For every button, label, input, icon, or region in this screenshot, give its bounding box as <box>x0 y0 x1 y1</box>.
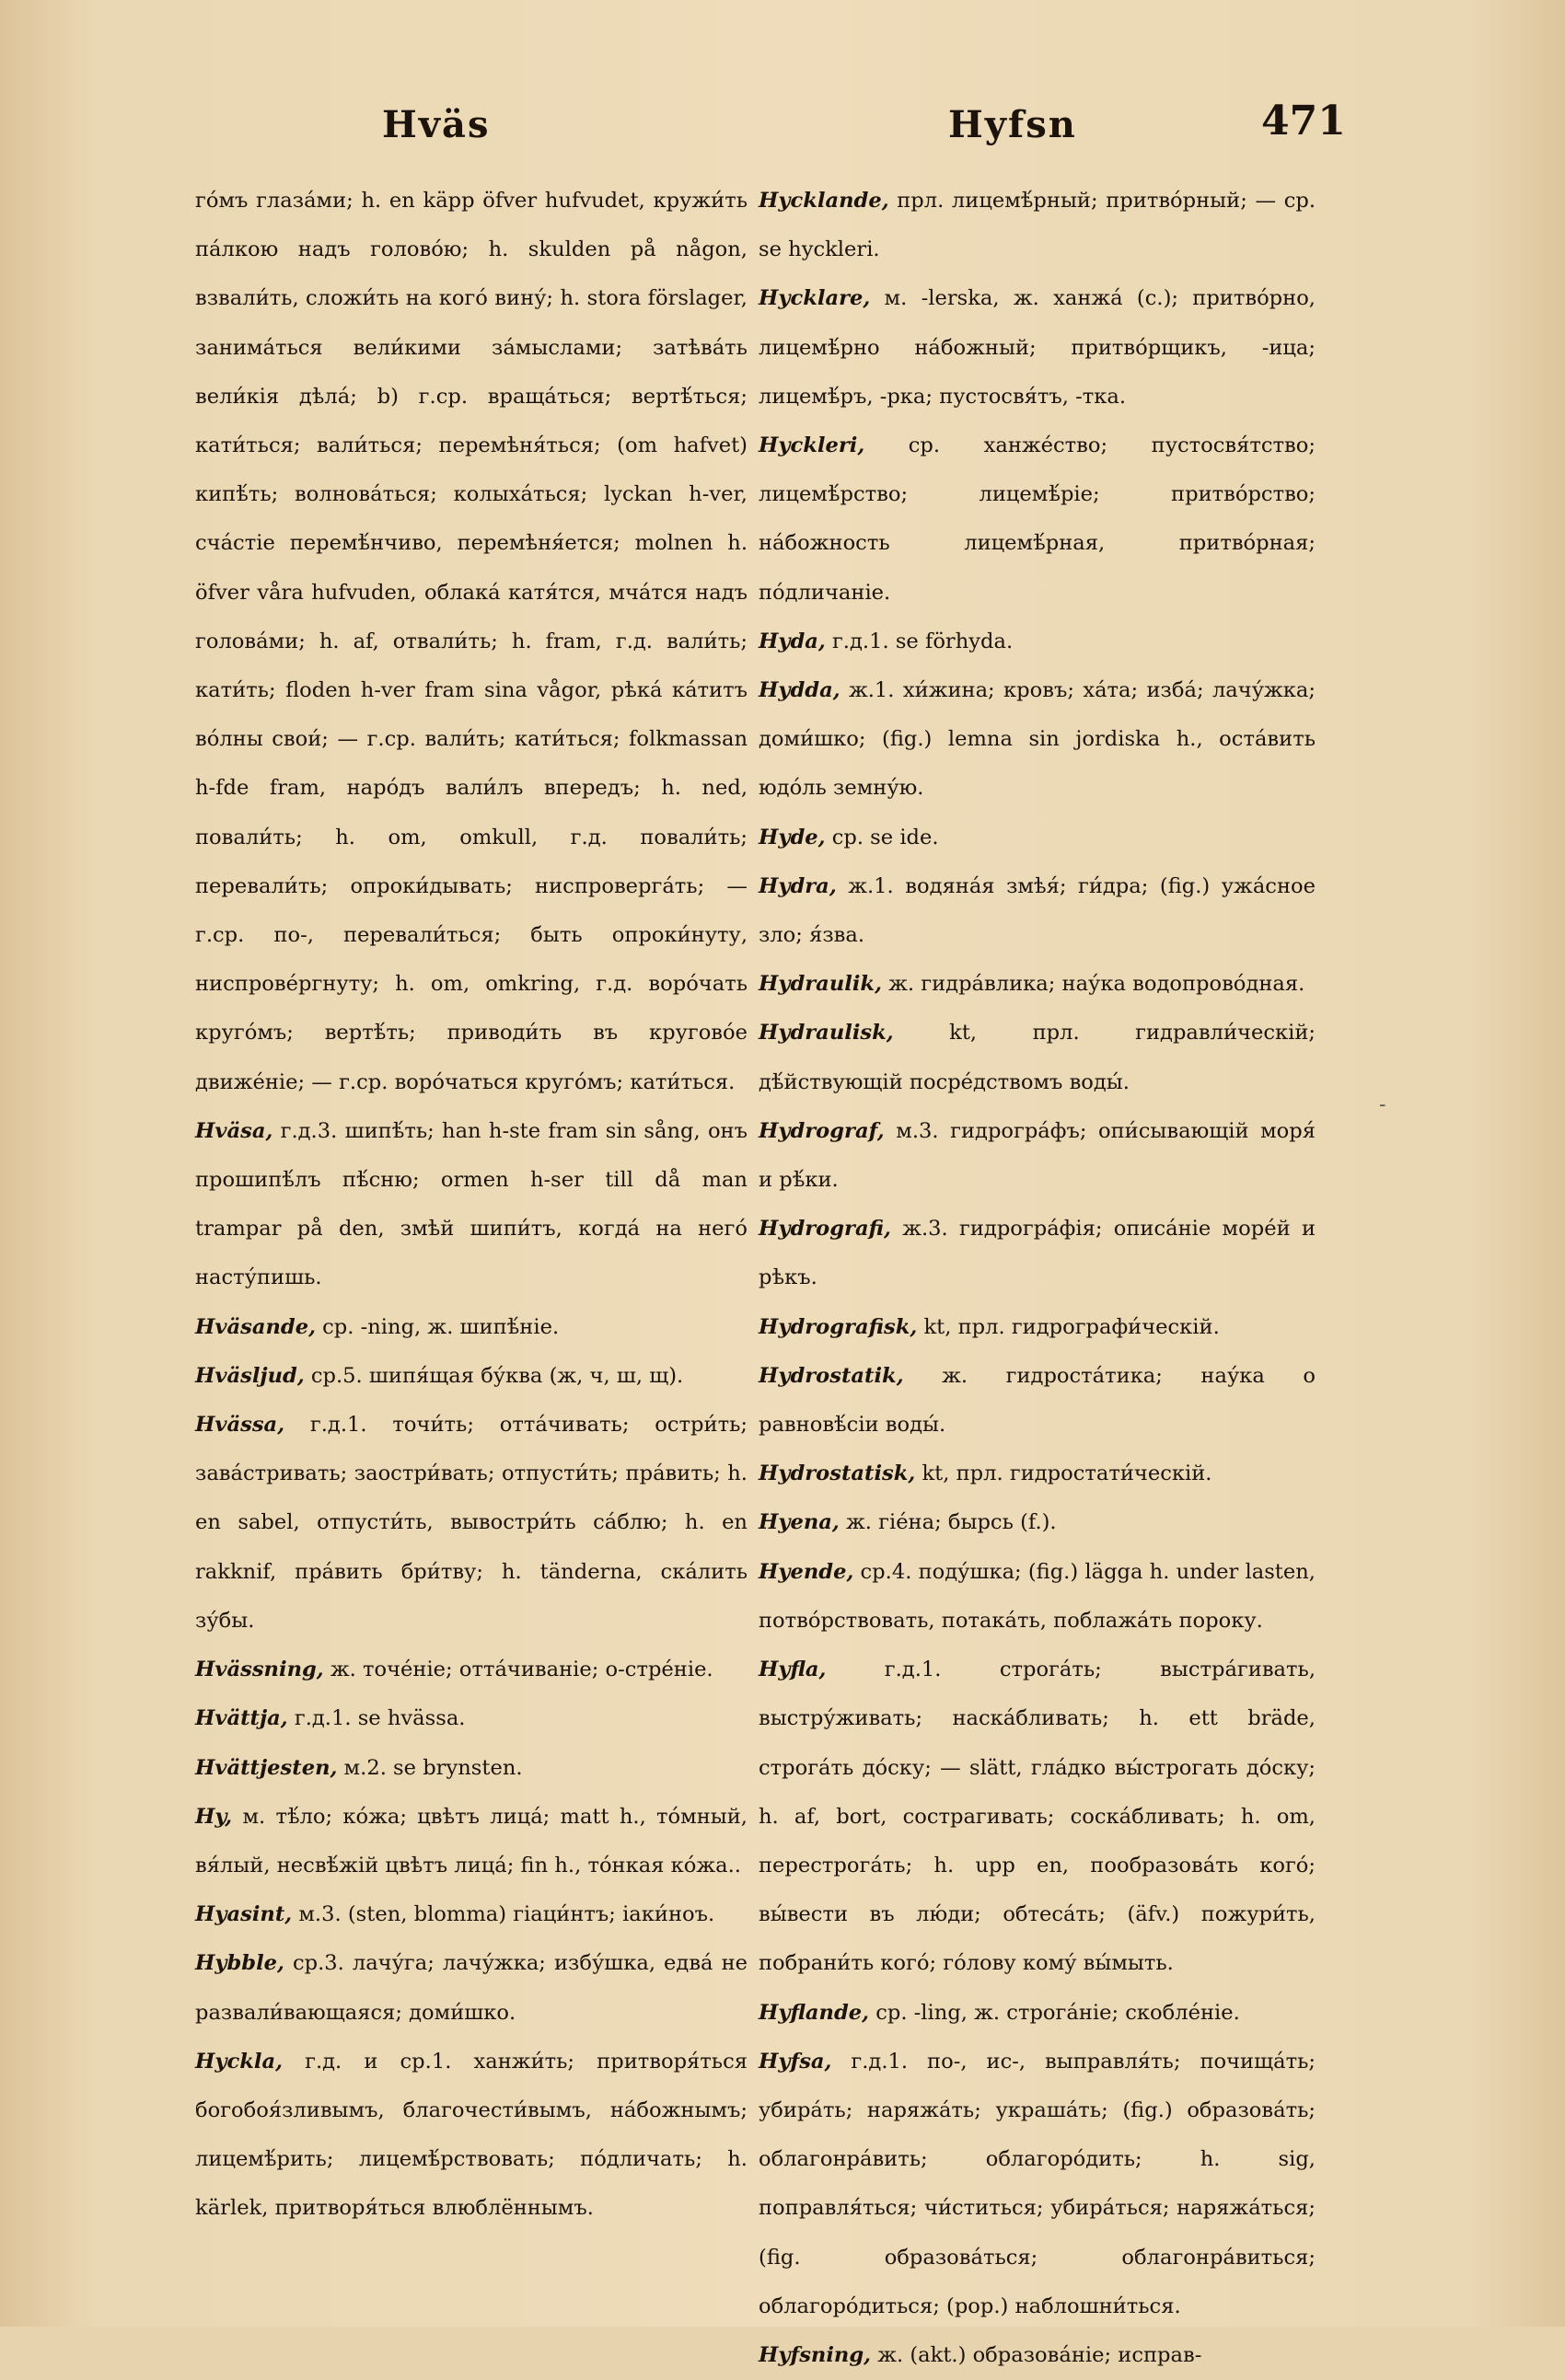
entry-headword: Hydra, <box>759 873 837 898</box>
entry-definition: ж. гидроста́тика; нау́ка о равновѣ́сіи воды́. <box>759 1363 1316 1438</box>
dictionary-entry <box>759 814 1316 862</box>
dictionary-entry <box>759 1205 1316 1302</box>
entry-headword: Hyflande, <box>759 2000 870 2025</box>
entry-headword: Hycklande, <box>759 189 889 213</box>
dictionary-entry <box>759 862 1316 960</box>
dictionary-entry <box>759 666 1316 814</box>
right-column <box>759 177 1316 2380</box>
entry-headword: Hväsljud, <box>195 1363 305 1388</box>
entry-definition: ср. ханже́ство; пустосвя́тство; лицемѣ́рство; лицемѣ́ріе; притво́рство; на́божность лицемѣ́рная, притво́рная; по́дличаніе. <box>759 433 1316 605</box>
entry-headword: Hydrostatisk, <box>759 1462 916 1486</box>
entry-headword: Hvässa, <box>195 1413 285 1438</box>
header-left-guideword: Hväs <box>382 103 491 146</box>
entry-definition: ж.3. гидрогра́фія; описа́ніе море́й и рѣкъ. <box>759 1217 1316 1290</box>
dictionary-entry <box>195 1890 748 1939</box>
entry-headword: Hyckla, <box>195 2049 283 2074</box>
page-header <box>0 98 1565 158</box>
dictionary-entry <box>195 1401 748 1646</box>
left-column <box>195 177 748 2234</box>
entry-definition: г.д.1. se hvässa. <box>287 1706 466 1731</box>
entry-definition: г.д. и ср.1. ханжи́ть; притворя́ться богобоя́зливымъ, благочести́вымъ, на́божнымъ; лицемѣ́рить; лицемѣ́рствовать; по́дличать; h. kärlek, притворя́ться влюблённымъ. <box>195 2049 748 2221</box>
entry-definition: ж. гидра́влика; нау́ка водопрово́дная. <box>881 972 1305 997</box>
dictionary-entry <box>759 1352 1316 1450</box>
dictionary-entry <box>195 177 748 1107</box>
dictionary-entry <box>759 2331 1316 2380</box>
entry-headword: Hydrograf, <box>759 1118 885 1143</box>
entry-headword: Hvässning, <box>195 1658 324 1682</box>
entry-headword: Hyende, <box>759 1559 854 1584</box>
entry-definition: ср. -ling, ж. строга́ніе; скобле́ніе. <box>869 2000 1240 2025</box>
dictionary-entry <box>759 1009 1316 1106</box>
dictionary-entry <box>195 1793 748 1890</box>
entry-headword: Hycklare, <box>759 286 871 311</box>
entry-definition: г.д.1. по-, ис-, выправля́ть; почища́ть; убира́ть; наряжа́ть; украша́ть; (fig.) образова́ть; облагонра́вить; облагоро́дить; h. sig, поправля́ться; чи́ститься; убира́ться; наряжа́ться; (fig. образова́ться; облагонра́виться; облагоро́диться; (pop.) наблошни́ться. <box>759 2049 1316 2318</box>
dictionary-entry <box>195 1352 748 1401</box>
entry-definition: ср.5. шипя́щая бу́ква (ж, ч, ш, щ). <box>304 1363 684 1388</box>
dictionary-entry <box>759 1450 1316 1498</box>
margin-mark: - <box>1379 1093 1386 1116</box>
dictionary-entry <box>759 1303 1316 1352</box>
entry-headword: Hybble, <box>195 1951 284 1976</box>
entry-definition: м.3. гидрогра́фъ; опи́сывающій моря́ и рѣ́ки. <box>759 1118 1316 1193</box>
dictionary-entry <box>759 618 1316 666</box>
dictionary-entry <box>195 1107 748 1303</box>
entry-definition: kt, прл. гидравли́ческій; дѣ́йствующій посре́дствомъ воды́. <box>759 1021 1316 1094</box>
dictionary-entry <box>759 1107 1316 1205</box>
dictionary-entry <box>759 960 1316 1009</box>
dictionary-entry <box>759 2038 1316 2331</box>
dictionary-entry <box>759 1989 1316 2038</box>
entry-headword: Hyfsning, <box>759 2342 872 2367</box>
entry-definition: г.д.1. точи́ть; отта́чивать; остри́ть; зава́стривать; заостри́вать; отпусти́ть; пра́вить; h. en sabel, отпусти́ть, вывостри́ть са́блю; h. en rakknif, пра́вить бри́тву; h. tänderna, ска́лить зу́бы. <box>195 1413 748 1633</box>
entry-definition: г.д.3. шипѣ́ть; han h-ste fram sin sång, онъ прошипѣ́лъ пѣ́сню; ormen h-ser till då man trampar på den, змѣй шипи́тъ, когда́ на него́ насту́пишь. <box>195 1118 748 1290</box>
entry-headword: Hyena, <box>759 1510 840 1535</box>
dictionary-entry <box>759 1548 1316 1646</box>
dictionary-entry <box>195 1646 748 1694</box>
entry-headword: Hvättja, <box>195 1706 288 1731</box>
entry-definition: м.2. se brynsten. <box>337 1755 523 1780</box>
entry-headword: Hydda, <box>759 678 840 703</box>
dictionary-entry <box>759 177 1316 274</box>
entry-definition: м. -lerska, ж. ханжа́ (с.); притво́рно, лицемѣ́рно на́божный; притво́рщикъ, -ица; лицемѣ́ръ, -рка; пустосвя́тъ, -тка. <box>759 286 1316 409</box>
entry-definition: ж. точе́ніе; отта́чиваніе; о-стре́ніе. <box>323 1658 713 1682</box>
entry-headword: Hyfsa, <box>759 2049 832 2074</box>
entry-definition: kt, прл. гидрографи́ческій. <box>917 1314 1220 1339</box>
entry-definition: м.3. (sten, blomma) гіаци́нтъ; іаки́ноъ. <box>292 1902 715 1927</box>
entry-definition: го́мъ глаза́ми; h. en käpp öfver hufvudet, кружи́ть па́лкою надъ голово́ю; h. skulden på någon, взвали́ть, сложи́ть на кого́ вину́; h. stora förslager, занима́ться вели́кими за́мыслами; затѣва́ть вели́кія дѣла́; b) г.ср. враща́ться; вертѣ́ться; кати́ться; вали́ться; перемѣня́ться; (om hafvet) кипѣ́ть; волнова́ться; колыха́ться; lyckan h-ver, сча́стіе перемѣ́нчиво, перемѣня́ется; molnen h. öfver våra hufvuden, облака́ катя́тся, мча́тся надъ голова́ми; h. af, отвали́ть; h. fram, г.д. вали́ть; кати́ть; floden h-ver fram sina vågor, рѣка́ ка́титъ во́лны свои́; — г.ср. вали́ть; кати́ться; folkmassan h-fde fram, наро́дъ вали́лъ впередъ; h. ned, повали́ть; h. om, omkull, г.д. повали́ть; перевали́ть; опроки́дывать; ниспроверга́ть; — г.ср. по-, перевали́ться; быть опроки́нуту, ниспрове́ргнуту; h. om, omkring, г.д. воро́чать круго́мъ; вертѣ́ть; приводи́ть въ кругово́е движе́ніе; — г.ср. воро́чаться круго́мъ; кати́ться. <box>195 189 748 1094</box>
dictionary-entry <box>759 1498 1316 1547</box>
dictionary-entry <box>195 2038 748 2234</box>
entry-headword: Hyckleri, <box>759 433 865 458</box>
entry-definition: ср. se ide. <box>825 825 939 849</box>
dictionary-entry <box>195 1694 748 1743</box>
entry-definition: ж. гіе́на; бырсь (f.). <box>839 1510 1057 1535</box>
dictionary-entry <box>195 1744 748 1793</box>
entry-definition: м. тѣ́ло; ко́жа; цвѣтъ лица́; matt h., то́мный, вя́лый, несвѣ́жій цвѣтъ лица́; fin h., то́нкая ко́жа.. <box>195 1804 748 1877</box>
entry-headword: Hyde, <box>759 825 826 849</box>
entry-headword: Hydraulisk, <box>759 1021 894 1046</box>
entry-headword: Hyasint, <box>195 1902 293 1927</box>
entry-definition: ж.1. водяна́я змѣя́; ги́дра; (fig.) ужа́сное зло; я́зва. <box>759 873 1316 948</box>
dictionary-entry <box>195 1939 748 2037</box>
entry-definition: ж.1. хи́жина; кровъ; ха́та; изба́; лачу́жка; доми́шко; (fig.) lemna sin jordiska h., оста́вить юдо́ль земну́ю. <box>759 678 1316 801</box>
dictionary-entry <box>195 1303 748 1352</box>
entry-definition: ср.3. лачу́га; лачу́жка; избу́шка, едва́ не развали́вающаяся; доми́шко. <box>195 1951 748 2025</box>
entry-headword: Hvättjesten, <box>195 1755 338 1780</box>
entry-headword: Hyda, <box>759 629 826 653</box>
entry-definition: г.д.1. строга́ть; выстра́гивать, выстру́живать; наска́бливать; h. ett bräde, строга́ть до́ску; — slätt, гла́дко вы́строгать до́ску; h. af, bort, сострагивать; соска́бливать; h. om, перестрога́ть; h. upp en, пообразова́ть кого́; вы́вести въ лю́ди; обтеса́ть; (äfv.) пожури́ть, побрани́ть кого́; го́лову кому́ вы́мыть. <box>759 1658 1316 1976</box>
entry-headword: Hydrografisk, <box>759 1314 918 1339</box>
entry-headword: Hväsa, <box>195 1118 273 1143</box>
entry-definition: г.д.1. se förhyda. <box>825 629 1014 653</box>
dictionary-entry <box>759 1646 1316 1988</box>
entry-definition: ср.4. поду́шка; (fig.) lägga h. under lasten, потво́рствовать, потака́ть, поблажа́ть пороку. <box>759 1559 1316 1633</box>
entry-headword: Hydrografi, <box>759 1217 891 1242</box>
page-number: 471 <box>1261 98 1346 144</box>
header-right-guideword: Hyfsn <box>948 103 1077 146</box>
entry-definition: ср. -ning, ж. шипѣ́ніе. <box>315 1314 560 1339</box>
entry-headword: Hydrostatik, <box>759 1363 904 1388</box>
entry-definition: kt, прл. гидростати́ческій. <box>915 1462 1212 1486</box>
entry-headword: Hyfla, <box>759 1658 827 1682</box>
entry-headword: Hväsande, <box>195 1314 316 1339</box>
dictionary-entry <box>759 274 1316 422</box>
entry-definition: прл. лицемѣ́рный; притво́рный; — ср. se hyckleri. <box>759 189 1316 262</box>
entry-definition: ж. (akt.) образова́ніе; исправ- <box>871 2342 1202 2367</box>
entry-headword: Hydraulik, <box>759 972 882 997</box>
dictionary-entry <box>759 422 1316 618</box>
entry-headword: Hy, <box>195 1804 233 1829</box>
